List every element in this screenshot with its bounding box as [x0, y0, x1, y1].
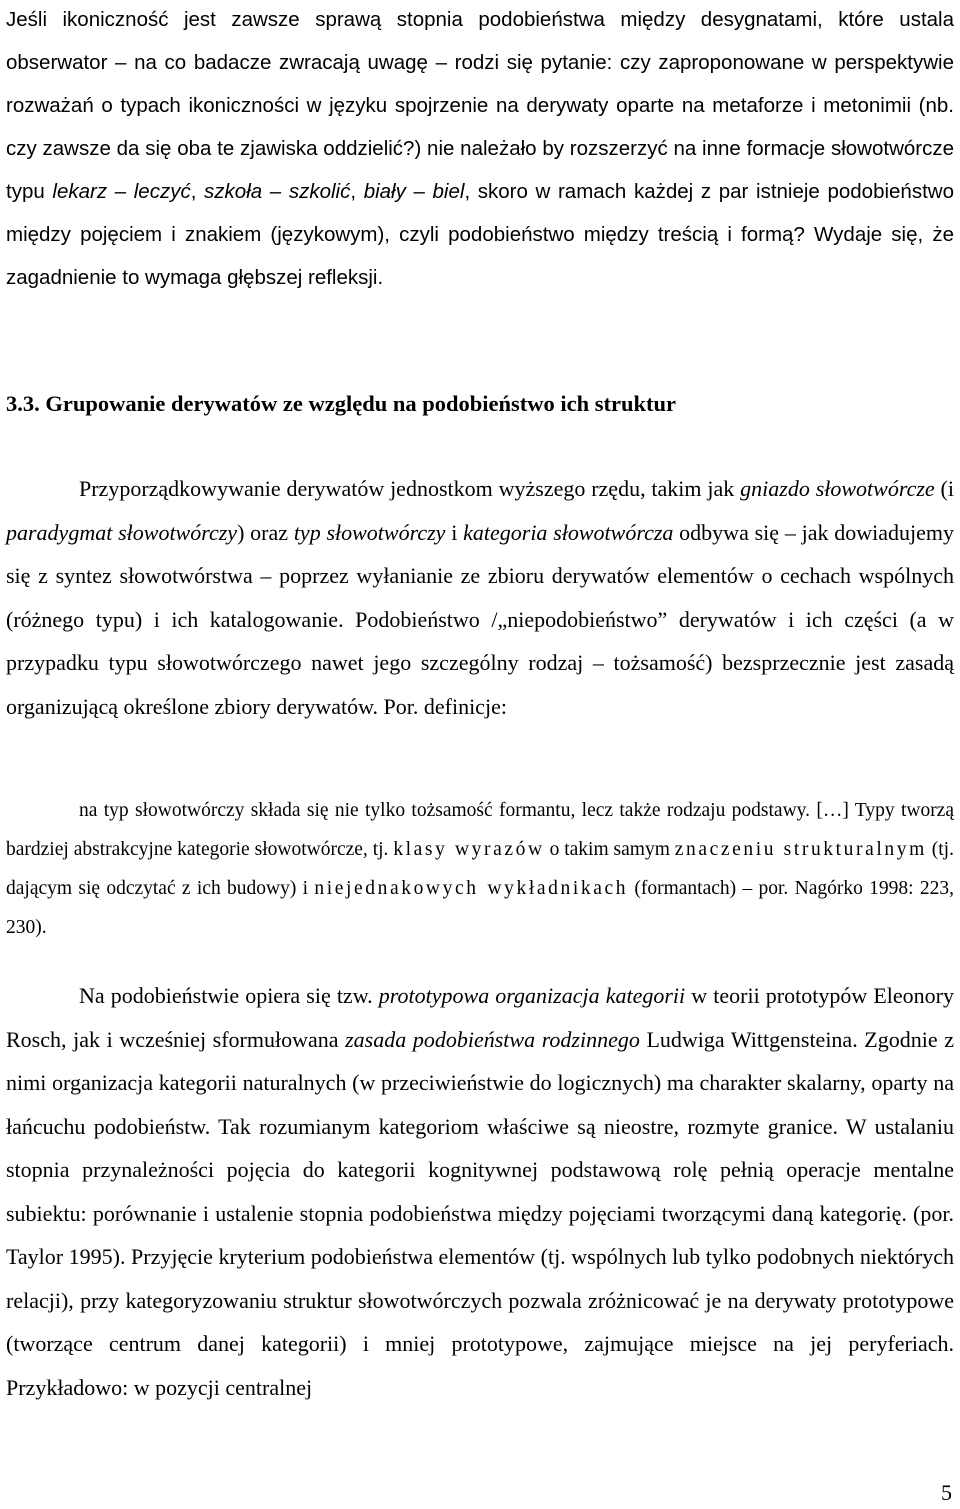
paragraph-iconicity: Jeśli ikoniczność jest zawsze sprawą stopnia podobieństwa między desygnatami, które ustala obserwator – na co badacze zwracają uwagę – rodzi się pytanie: czy zaproponowane w perspektywie rozważań o typach ikoniczności w języku spojrzenie na derywaty oparte na metaforze i metonimii (nb. czy zawsze da się oba te zjawiska oddzielić?) nie należało by rozszerzyć na inne formacje słowotwórcze typu lekarz – leczyć, szkoła – szkolić, biały – biel, skoro w ramach każdej z par istnieje podobieństwo między pojęciem i znakiem (językowym), czyli podobieństwo między treścią i formą? Wydaje się, że zagadnienie to wymaga głębszej refleksji. — [6, 8, 954, 289]
example-szkola: szkoła – szkolić — [204, 180, 351, 203]
example-lekarz: lekarz – leczyć — [52, 180, 191, 203]
example-bialy: biały – biel — [363, 180, 465, 203]
block-quote-definition: na typ słowotwórczy składa się nie tylko tożsamość formantu, lecz także rodzaju podstawy. […] Typy tworzą bardziej abstrakcyjne kategorie słowotwórcze, tj. klasy wyrazów o takim samym znaczeniu strukturalnym (tj. dającym się odczytać z ich budowy) i niejednakowych wykładnikach (formantach) – por. Nagórko 1998: 223, 230). — [6, 800, 954, 938]
paragraph-grouping: Przyporządkowywanie derywatów jednostkom wyższego rzędu, takim jak gniazdo słowotwórcze (i paradygmat słowotwórczy) oraz typ słowotwórczy i kategoria słowotwórcza odbywa się – jak dowiadujemy się z syntez słowotwórstwa – poprzez wyłanianie ze zbioru derywatów elementów o cechach wspólnych (różnego typu) i ich katalogowanie. Podobieństwo /„niepodobieństwo” derywatów i ich części (a w przypadku typu słowotwórczego nawet jego szczególny rodzaj – tożsamość) bezsprzecznie jest zasadą organizującą określone zbiory derywatów. Por. definicje: — [6, 476, 954, 719]
section-heading: 3.3. Grupowanie derywatów ze względu na podobieństwo ich struktur — [6, 391, 677, 416]
page-number: 5 — [941, 1480, 952, 1505]
paragraph-prototype: Na podobieństwie opiera się tzw. prototypowa organizacja kategorii w teorii prototypów Eleonory Rosch, jak i wcześniej sformułowana zasada podobieństwa rodzinnego Ludwiga Wittgensteina. Zgodnie z nimi organizacja kategorii naturalnych (w przeciwieństwie do logicznych) ma charakter skalarny, oparty na łańcuchu podobieństw. Tak rozumianym kategoriom właściwe są nieostre, rozmyte granice. W ustalaniu stopnia przynależności pojęcia do kategorii kognitywnej podstawową rolę pełnią operacje mentalne subiektu: porównanie i ustalenie stopnia podobieństwa między pojęciami tworzącymi daną kategorię. (por. Taylor 1995). Przyjęcie kryterium podobieństwa elementów (tj. wspólnych lub tylko podobnych niektórych relacji), przy kategoryzowaniu struktur słowotwórczych pozwala zróżnicować je na derywaty prototypowe (tworzące centrum danej kategorii) i mniej prototypowe, zajmujące miejsce na jej peryferiach. Przykładowo: w pozycji centralnej — [6, 983, 954, 1400]
